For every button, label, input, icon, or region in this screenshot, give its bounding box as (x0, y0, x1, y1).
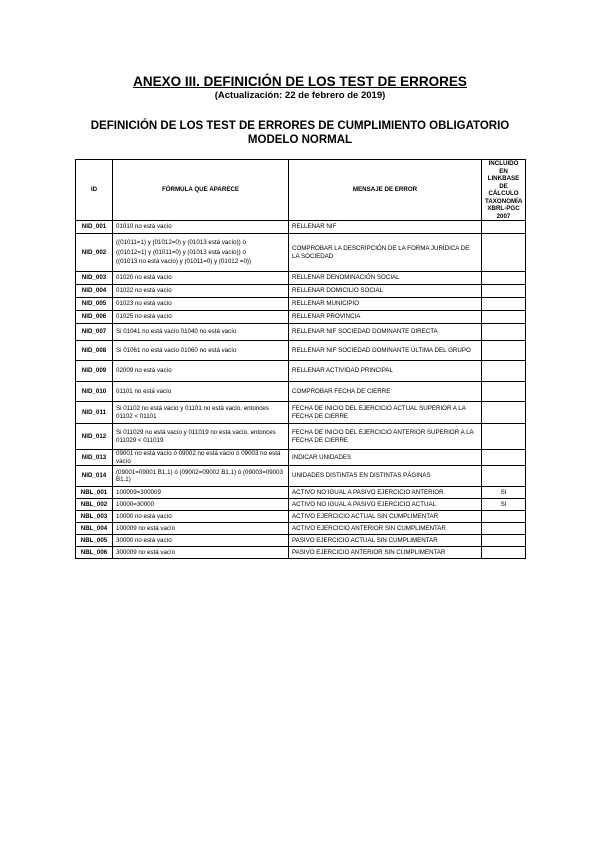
formula-line: 02009 no está vacío (116, 367, 172, 375)
included-header-line: EN (499, 167, 508, 175)
table-row (76, 535, 526, 547)
error-tests-table (75, 159, 526, 559)
table-row (76, 499, 526, 511)
row-id-cell: NID_005 (76, 298, 113, 311)
section-heading-line-1: DEFINICIÓN DE LOS TEST DE ERRORES DE CUMPLIMIENTO OBLIGATORIO (90, 120, 510, 132)
error-message-cell: RELLENAR PROVINCIA (289, 311, 482, 324)
formula-line: 300009 no está vacío (116, 548, 176, 556)
formula-cell (113, 487, 289, 499)
formula-cell (113, 450, 289, 466)
included-cell (482, 523, 526, 535)
row-id-cell: NID_013 (76, 450, 113, 466)
formula-cell (113, 234, 289, 272)
included-cell (482, 298, 526, 311)
error-message-cell: RELLENAR MUNICIPIO (289, 298, 482, 311)
formula-line: 100009 no está vacío (116, 524, 176, 532)
error-message-cell: FECHA DE INICIO DEL EJERCICIO ACTUAL SUPERIOR A LA FECHA DE CIERRE (289, 402, 482, 424)
section-heading (0, 119, 600, 147)
error-message-cell: ACTIVO NO IGUAL A PASIVO EJERCICIO ANTERIOR (289, 487, 482, 499)
included-cell (482, 511, 526, 523)
formula-line: 01023 no está vacío (116, 300, 172, 308)
table-row (76, 450, 526, 466)
row-id-cell: NID_009 (76, 361, 113, 382)
table-row (76, 324, 526, 341)
included-cell: SI (482, 499, 526, 511)
formula-cell (113, 511, 289, 523)
document-title: ANEXO III. DEFINICIÓN DE LOS TEST DE ERRORES (133, 74, 467, 89)
column-header-id: ID (76, 160, 113, 221)
formula-line: (09001=09001 B1.1) ó (09002=09002 B1.1) ó (09003=09003 B1.1) (116, 468, 284, 483)
formula-line: 01020 no está vacío (116, 274, 172, 282)
error-message-cell: RELLENAR DENOMINACIÓN SOCIAL (289, 272, 482, 285)
table-body (76, 221, 526, 559)
formula-cell (113, 402, 289, 424)
column-header-formula: FÓRMULA QUE APARECE (113, 160, 289, 221)
formula-line: Si 011029 no está vacío y 011019 no está vacío, entonces 011029 < 011019 (116, 429, 276, 444)
row-id-cell: NBL_002 (76, 499, 113, 511)
formula-line: 01010 no está vacío (116, 223, 172, 231)
row-id-cell: NID_001 (76, 221, 113, 234)
error-message-cell: COMPROBAR LA DESCRIPCIÓN DE LA FORMA JURÍDICA DE LA SOCIEDAD (289, 234, 482, 272)
error-message-cell: UNIDADES DISTINTAS EN DISTINTAS PÁGINAS (289, 466, 482, 487)
error-message-cell: ACTIVO EJERCICIO ACTUAL SIN CUMPLIMENTAR (289, 511, 482, 523)
included-header-line: INCLUIDO (488, 160, 519, 167)
formula-line: Si 01061 no está vacío 01060 no está vacío (116, 346, 237, 354)
table-row (76, 361, 526, 382)
formula-cell (113, 311, 289, 324)
formula-line: 30000 no está vacío (116, 536, 172, 544)
row-id-cell: NBL_006 (76, 547, 113, 559)
formula-cell (113, 424, 289, 450)
included-cell (482, 324, 526, 341)
row-id-cell: NBL_003 (76, 511, 113, 523)
formula-cell (113, 466, 289, 487)
row-id-cell: NID_007 (76, 324, 113, 341)
table-row (76, 523, 526, 535)
error-message-cell: RELLENAR NIF SOCIEDAD DOMINANTE ÚLTIMA DEL GRUPO (289, 341, 482, 361)
row-id-cell: NID_014 (76, 466, 113, 487)
formula-line: ((01013 no está vacío) y (01011=0) y (01012 =0)) (116, 258, 252, 266)
formula-cell (113, 221, 289, 234)
formula-line: 10000 no está vacío (116, 512, 172, 520)
table-row (76, 285, 526, 298)
formula-line: 100009=300009 (116, 488, 161, 496)
row-id-cell: NID_006 (76, 311, 113, 324)
update-date: (Actualización: 22 de febrero de 2019) (214, 90, 386, 101)
table-row (76, 424, 526, 450)
table-row (76, 402, 526, 424)
included-header-line: CÁLCULO (488, 190, 519, 197)
formula-cell (113, 547, 289, 559)
formula-cell (113, 272, 289, 285)
row-id-cell: NBL_005 (76, 535, 113, 547)
included-cell (482, 272, 526, 285)
included-cell (482, 547, 526, 559)
error-message-cell: PASIVO EJERCICIO ACTUAL SIN CUMPLIMENTAR (289, 535, 482, 547)
table-row (76, 234, 526, 272)
included-cell (482, 382, 526, 402)
formula-line: 09001 no está vacío ó 09002 no está vacío ó 09003 no está vacío (116, 450, 281, 465)
formula-cell (113, 535, 289, 547)
row-id-cell: NID_010 (76, 382, 113, 402)
included-header-line: DE (499, 182, 508, 190)
included-cell (482, 341, 526, 361)
included-cell (482, 424, 526, 450)
error-message-cell: RELLENAR ACTIVIDAD PRINCIPAL (289, 361, 482, 382)
included-cell (482, 402, 526, 424)
formula-cell (113, 361, 289, 382)
table-row (76, 487, 526, 499)
formula-line: 01101 no está vacío (116, 387, 172, 395)
table-row (76, 547, 526, 559)
formula-line: ((01011=1) y (01012=0) y (01013 está vacío)) ó (116, 239, 246, 247)
row-id-cell: NBL_001 (76, 487, 113, 499)
error-message-cell: PASIVO EJERCICIO ANTERIOR SIN CUMPLIMENTAR (289, 547, 482, 559)
formula-cell (113, 523, 289, 535)
formula-line: Si 01102 no está vacío y 01101 no está vacío, entonces 01102 < 01101 (116, 405, 269, 420)
table-row (76, 341, 526, 361)
error-message-cell: COMPROBAR FECHA DE CIERRE (289, 382, 482, 402)
formula-cell (113, 499, 289, 511)
row-id-cell: NID_004 (76, 285, 113, 298)
included-header-line: TAXONOMÍA (485, 197, 523, 205)
included-header-line: XBRL-PGC (487, 205, 520, 212)
table-row (76, 272, 526, 285)
formula-cell (113, 382, 289, 402)
table-header-row (76, 160, 526, 221)
row-id-cell: NID_003 (76, 272, 113, 285)
included-cell: SI (482, 487, 526, 499)
row-id-cell: NBL_004 (76, 523, 113, 535)
table-row (76, 511, 526, 523)
table-row (76, 311, 526, 324)
error-message-cell: RELLENAR NIF SOCIEDAD DOMINANTE DIRECTA (289, 324, 482, 341)
table-row (76, 382, 526, 402)
formula-line: ((01012=1) y (01011=0) y (01013 está vacío)) ó (116, 248, 246, 256)
column-header-included (482, 160, 526, 221)
section-heading-line-2: MODELO NORMAL (247, 134, 353, 146)
formula-line: 01025 no está vacío (116, 313, 172, 321)
row-id-cell: NID_011 (76, 402, 113, 424)
included-header-line: LINKBASE (487, 175, 520, 182)
formula-line: 10000=30000 (116, 500, 155, 508)
table-row (76, 466, 526, 487)
included-cell (482, 466, 526, 487)
error-message-cell: FECHA DE INICIO DEL EJERCICIO ANTERIOR SUPERIOR A LA FECHA DE CIERRE (289, 424, 482, 450)
included-cell (482, 450, 526, 466)
error-message-cell: ACTIVO NO IGUAL A PASIVO EJERCICIO ACTUAL (289, 499, 482, 511)
table-row (76, 298, 526, 311)
formula-line: Si 01041 no está vacío 01040 no está vacío (116, 328, 237, 336)
formula-cell (113, 298, 289, 311)
included-header-line: 2007 (496, 212, 511, 220)
formula-cell (113, 285, 289, 298)
error-message-cell: INDICAR UNIDADES (289, 450, 482, 466)
row-id-cell: NID_008 (76, 341, 113, 361)
included-cell (482, 221, 526, 234)
table-row (76, 221, 526, 234)
formula-cell (113, 324, 289, 341)
error-message-cell: RELLENAR DOMICILIO SOCIAL (289, 285, 482, 298)
included-cell (482, 361, 526, 382)
formula-line: 01022 no está vacío (116, 287, 172, 295)
row-id-cell: NID_002 (76, 234, 113, 272)
column-header-message: MENSAJE DE ERROR (289, 160, 482, 221)
included-cell (482, 535, 526, 547)
error-message-cell: ACTIVO EJERCICIO ANTERIOR SIN CUMPLIMENTAR (289, 523, 482, 535)
formula-cell (113, 341, 289, 361)
included-cell (482, 285, 526, 298)
included-cell (482, 234, 526, 272)
error-message-cell: RELLENAR NIF (289, 221, 482, 234)
row-id-cell: NID_012 (76, 424, 113, 450)
included-cell (482, 311, 526, 324)
